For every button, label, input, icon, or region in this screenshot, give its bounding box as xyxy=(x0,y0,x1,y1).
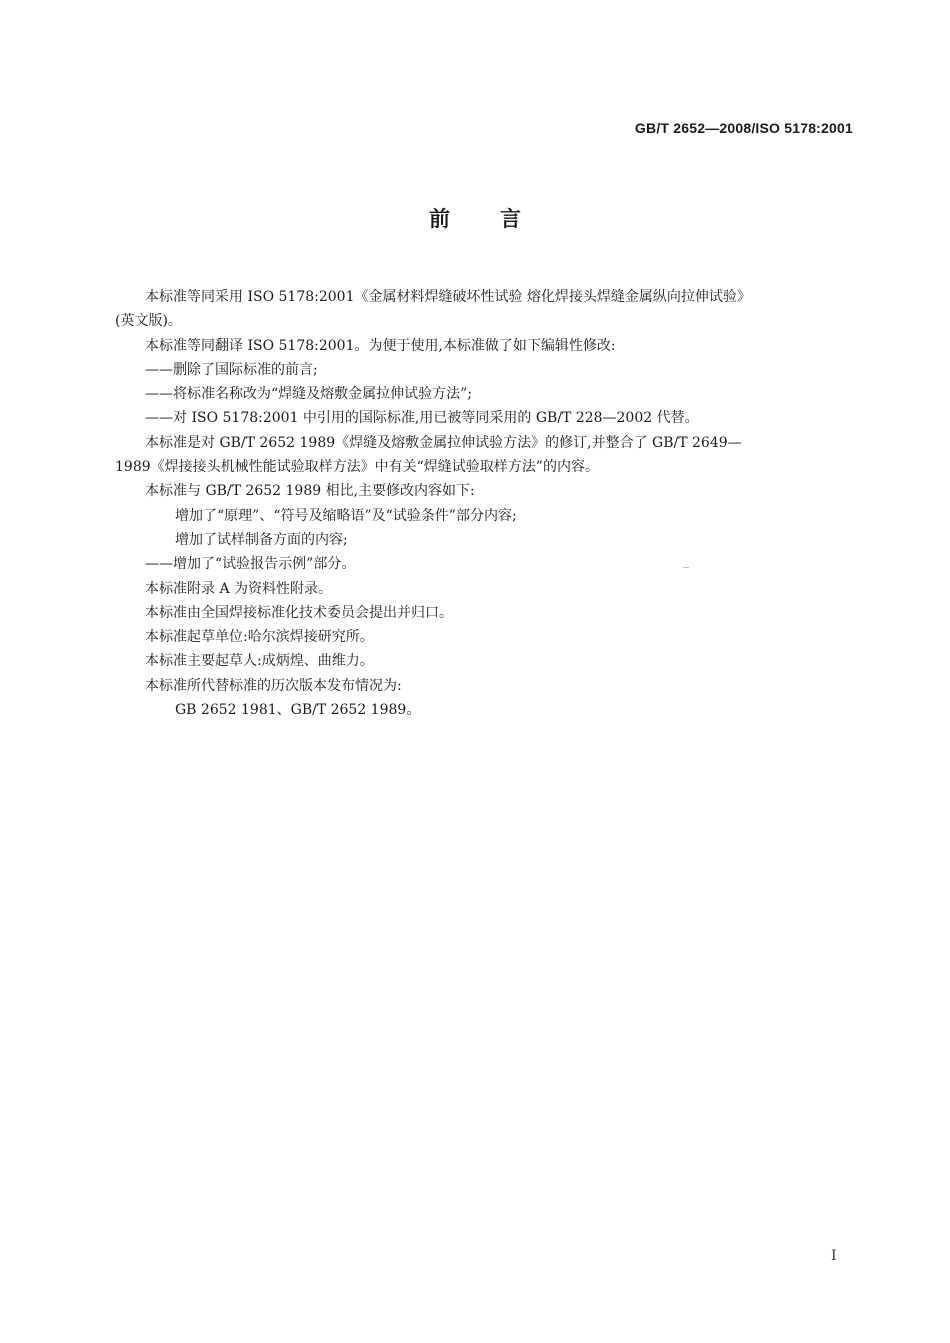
list-item-added-report: ——增加了“试验报告示例”部分。 xyxy=(145,556,356,573)
scan-artifact xyxy=(683,567,689,568)
foreword-body xyxy=(115,285,855,722)
page-number: I xyxy=(831,1248,837,1264)
paragraph-history: 本标准所代替标准的历次版本发布情况为: xyxy=(145,677,402,694)
paragraph-history-versions: GB 2652 1981、GB/T 2652 1989。 xyxy=(175,702,421,719)
paragraph-annex: 本标准附录 A 为资料性附录。 xyxy=(145,580,333,597)
paragraph-translation: 本标准等同翻译 ISO 5178:2001。为便于使用,本标准做了如下编辑性修改: xyxy=(145,337,616,354)
paragraph-changes: 本标准与 GB/T 2652 1989 相比,主要修改内容如下: xyxy=(145,483,475,500)
standard-number: GB/T 2652—2008/ISO 5178:2001 xyxy=(634,120,853,136)
paragraph-drafters: 本标准主要起草人:成炳煌、曲维力。 xyxy=(145,653,374,670)
paragraph-committee: 本标准由全国焊接标准化技术委员会提出并归口。 xyxy=(145,604,453,621)
list-item-replace-reference: ——对 ISO 5178:2001 中引用的国际标准,用已被等同采用的 GB/T 228—2002 代替。 xyxy=(145,410,699,427)
paragraph-revision-cont: 1989《焊接接头机械性能试验取样方法》中有关“焊缝试验取样方法”的内容。 xyxy=(115,459,599,476)
list-item-delete-foreword: ——删除了国际标准的前言; xyxy=(145,361,318,378)
list-item-added-specimen: 增加了试样制备方面的内容; xyxy=(175,531,348,548)
paragraph-drafting-unit: 本标准起草单位:哈尔滨焊接研究所。 xyxy=(145,629,374,646)
paragraph-adoption: 本标准等同采用 ISO 5178:2001《金属材料焊缝破坏性试验 熔化焊接头焊缝金属纵向拉伸试验》 xyxy=(145,289,751,305)
page-title: 前言 xyxy=(429,207,571,231)
paragraph-adoption-cont: (英文版)。 xyxy=(115,313,182,330)
paragraph-revision: 本标准是对 GB/T 2652 1989《焊缝及熔敷金属拉伸试验方法》的修订,并整合了 GB/T 2649— xyxy=(145,434,742,451)
list-item-added-principle: 增加了“原理”、“符号及缩略语”及“试验条件”部分内容; xyxy=(175,507,517,524)
list-item-rename: ——将标准名称改为“焊缝及熔敷金属拉伸试验方法”; xyxy=(145,386,473,403)
